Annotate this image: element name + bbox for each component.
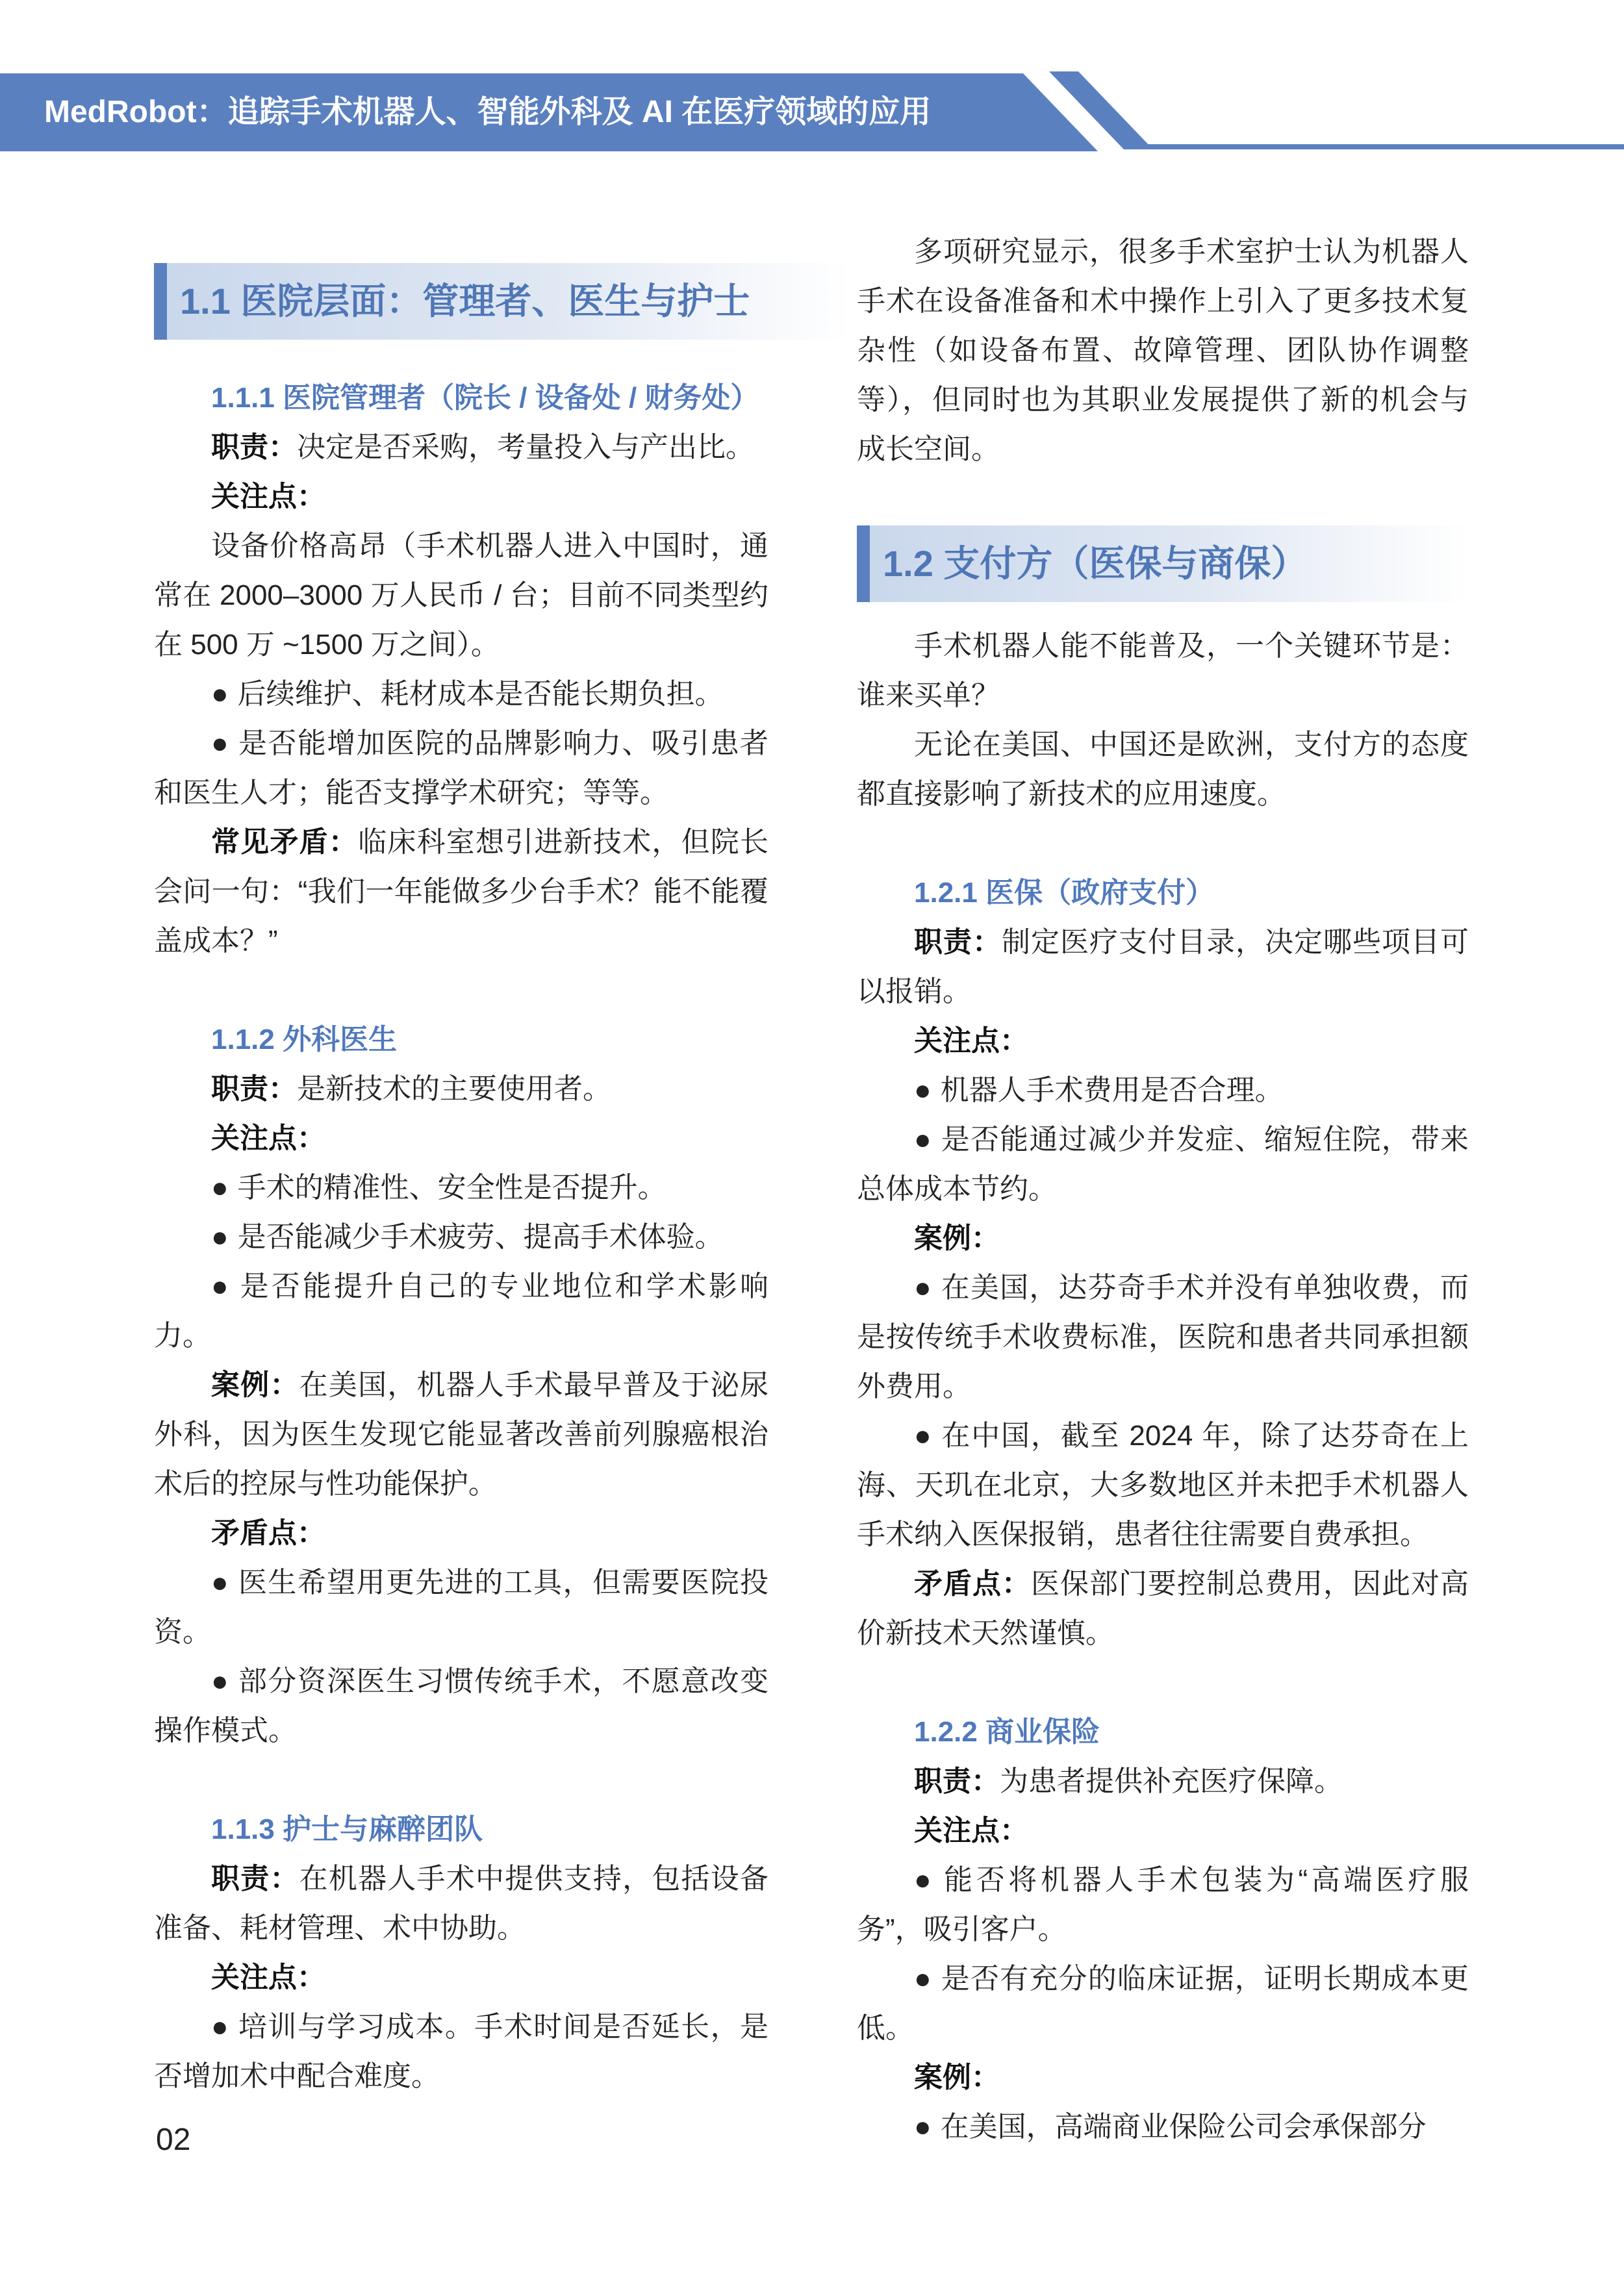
bullet-item [154, 1163, 768, 1213]
bullet-item [154, 1213, 768, 1262]
bullet-icon: ● [211, 2011, 229, 2043]
text: 为患者提供补充医疗保障。 [1000, 1765, 1343, 1797]
bullet-item [154, 1558, 768, 1657]
paragraph [154, 818, 768, 966]
text: 在美国，达芬奇手术并没有单独收费，而是按传统手术收费标准，医院和患者共同承担额外费用。 [857, 1272, 1469, 1402]
label: 案例： [211, 1369, 299, 1401]
label: 关注点： [914, 1025, 1028, 1057]
bullet-item [857, 1856, 1469, 1954]
paragraph [154, 1361, 768, 1509]
label: 关注点： [211, 1962, 325, 1993]
text: 是否能减少手术疲劳、提高手术体验。 [237, 1221, 724, 1253]
bullet-item [857, 1115, 1469, 1214]
text: 在机器人手术中提供支持，包括设备准备、耗材管理、术中协助。 [154, 1863, 769, 1944]
label: 职责： [211, 1863, 299, 1895]
left-column [154, 263, 768, 2160]
paragraph [154, 1065, 768, 1114]
bullet-icon: ● [914, 1864, 935, 1896]
header-rule [1143, 144, 1624, 149]
text: 在美国，机器人手术最早普及于泌尿外科，因为医生发现它能显著改善前列腺癌根治术后的控尿与性功能保护。 [154, 1369, 769, 1500]
bullet-icon: ● [914, 1420, 933, 1452]
text: 在中国，截至 2024 年，除了达芬奇在上海、天玑在北京，大多数地区并未把手术机器人手术纳入医保报销，患者往往需要自费承担。 [857, 1420, 1469, 1550]
paragraph: 手术机器人能不能普及，一个关键环节是：谁来买单？ [857, 630, 1469, 711]
label: 矛盾点： [211, 1517, 325, 1549]
text: 制定医疗支付目录，决定哪些项目可以报销。 [857, 926, 1469, 1007]
text: 手术的精准性、安全性是否提升。 [237, 1172, 666, 1204]
text: 在美国，高端商业保险公司会承保部分 [940, 2111, 1427, 2143]
paragraph [857, 2053, 1469, 2102]
label: 常见矛盾： [211, 826, 359, 858]
bullet-item [154, 1657, 768, 1756]
section-heading-1-1 [154, 263, 849, 340]
text: 部分资深医生习惯传统手术，不愿意改变操作模式。 [154, 1665, 769, 1747]
bullet-icon: ● [211, 1270, 231, 1302]
right-column [857, 227, 1469, 2152]
paragraph [857, 1757, 1469, 1806]
label: 职责： [211, 1073, 297, 1105]
text: 能否将机器人手术包装为“高端医疗服务”，吸引客户。 [857, 1864, 1469, 1945]
paragraph [857, 1214, 1469, 1263]
bullet-item [154, 1262, 768, 1361]
bullet-icon: ● [914, 1074, 932, 1106]
header-title: MedRobot：追踪手术机器人、智能外科及 AI 在医疗领域的应用 [44, 95, 932, 129]
bullet-item [857, 1066, 1469, 1115]
label: 矛盾点： [914, 1568, 1031, 1600]
paragraph [857, 1559, 1469, 1658]
text: 医保部门要控制总费用，因此对高价新技术天然谨慎。 [857, 1568, 1469, 1649]
text: 后续维护、耗材成本是否能长期负担。 [237, 678, 724, 710]
bullet-icon: ● [211, 1567, 229, 1598]
bullet-icon: ● [914, 1963, 932, 1995]
paragraph [154, 472, 768, 522]
paragraph [154, 1854, 768, 1953]
label: 关注点： [211, 1122, 325, 1154]
paragraph [154, 1114, 768, 1163]
page-number: 02 [156, 2123, 191, 2157]
paragraph: 无论在美国、中国还是欧洲，支付方的态度都直接影响了新技术的应用速度。 [857, 729, 1469, 810]
bullet-icon: ● [211, 1665, 229, 1697]
label: 关注点： [914, 1815, 1028, 1847]
text: 机器人手术费用是否合理。 [940, 1074, 1284, 1106]
subsection-heading: 1.2.1 医保（政府支付） [914, 877, 1215, 909]
bullet-icon: ● [211, 678, 229, 710]
bullet-item [154, 670, 768, 719]
paragraph [154, 1953, 768, 2002]
bullet-icon: ● [914, 1124, 932, 1155]
section-heading-text: 1.1 医院层面：管理者、医生与护士 [180, 281, 750, 322]
paragraph [857, 918, 1469, 1016]
bullet-item [857, 1411, 1469, 1559]
paragraph: 多项研究显示，很多手术室护士认为机器人手术在设备准备和术中操作上引入了更多技术复杂性（如设备布置、故障管理、团队协作调整等），但同时也为其职业发展提供了新的机会与成长空间。 [857, 236, 1469, 465]
text: 是否有充分的临床证据，证明长期成本更低。 [857, 1963, 1469, 2044]
text: 决定是否采购，考量投入与产出比。 [297, 431, 754, 463]
text: 医生希望用更先进的工具，但需要医院投资。 [154, 1567, 769, 1648]
text: 临床科室想引进新技术，但院长会问一句：“我们一年能做多少台手术？能不能覆盖成本？” [154, 826, 769, 957]
label: 职责： [914, 926, 1002, 958]
section-heading-text: 1.2 支付方（医保与商保） [883, 543, 1308, 584]
subsection-heading: 1.1.3 护士与麻醉团队 [211, 1813, 483, 1845]
bullet-icon: ● [914, 1272, 932, 1304]
paragraph [857, 1016, 1469, 1066]
bullet-icon: ● [211, 1221, 229, 1253]
text: 是否能增加医院的品牌影响力、吸引患者和医生人才；能否支撑学术研究；等等。 [154, 727, 769, 809]
bullet-icon: ● [914, 2111, 932, 2143]
section-heading-1-2 [857, 525, 1469, 602]
bullet-item [857, 1954, 1469, 2053]
subsection-heading: 1.2.2 商业保险 [914, 1716, 1100, 1748]
label: 案例： [914, 1222, 1000, 1254]
label: 职责： [211, 431, 297, 463]
paragraph [154, 423, 768, 472]
label: 职责： [914, 1765, 1000, 1797]
bullet-item [154, 719, 768, 818]
text: 培训与学习成本。手术时间是否延长，是否增加术中配合难度。 [154, 2011, 769, 2092]
bullet-item [857, 2102, 1469, 2152]
bullet-item [154, 2002, 768, 2101]
label: 案例： [914, 2062, 1000, 2093]
label: 关注点： [211, 481, 325, 512]
bullet-item [857, 1263, 1469, 1411]
paragraph: 设备价格高昂（手术机器人进入中国时，通常在 2000–3000 万人民币 / 台；目前不同类型约在 500 万 ~1500 万之间）。 [154, 530, 768, 661]
subsection-heading: 1.1.1 医院管理者（院长 / 设备处 / 财务处） [211, 382, 759, 414]
text: 是新技术的主要使用者。 [297, 1073, 611, 1105]
bullet-icon: ● [211, 727, 229, 759]
paragraph [857, 1806, 1469, 1856]
subsection-heading: 1.1.2 外科医生 [211, 1024, 398, 1055]
text: 是否能提升自己的专业地位和学术影响力。 [154, 1270, 769, 1352]
text: 是否能通过减少并发症、缩短住院，带来总体成本节约。 [857, 1124, 1469, 1205]
bullet-icon: ● [211, 1172, 229, 1204]
paragraph [154, 1509, 768, 1558]
